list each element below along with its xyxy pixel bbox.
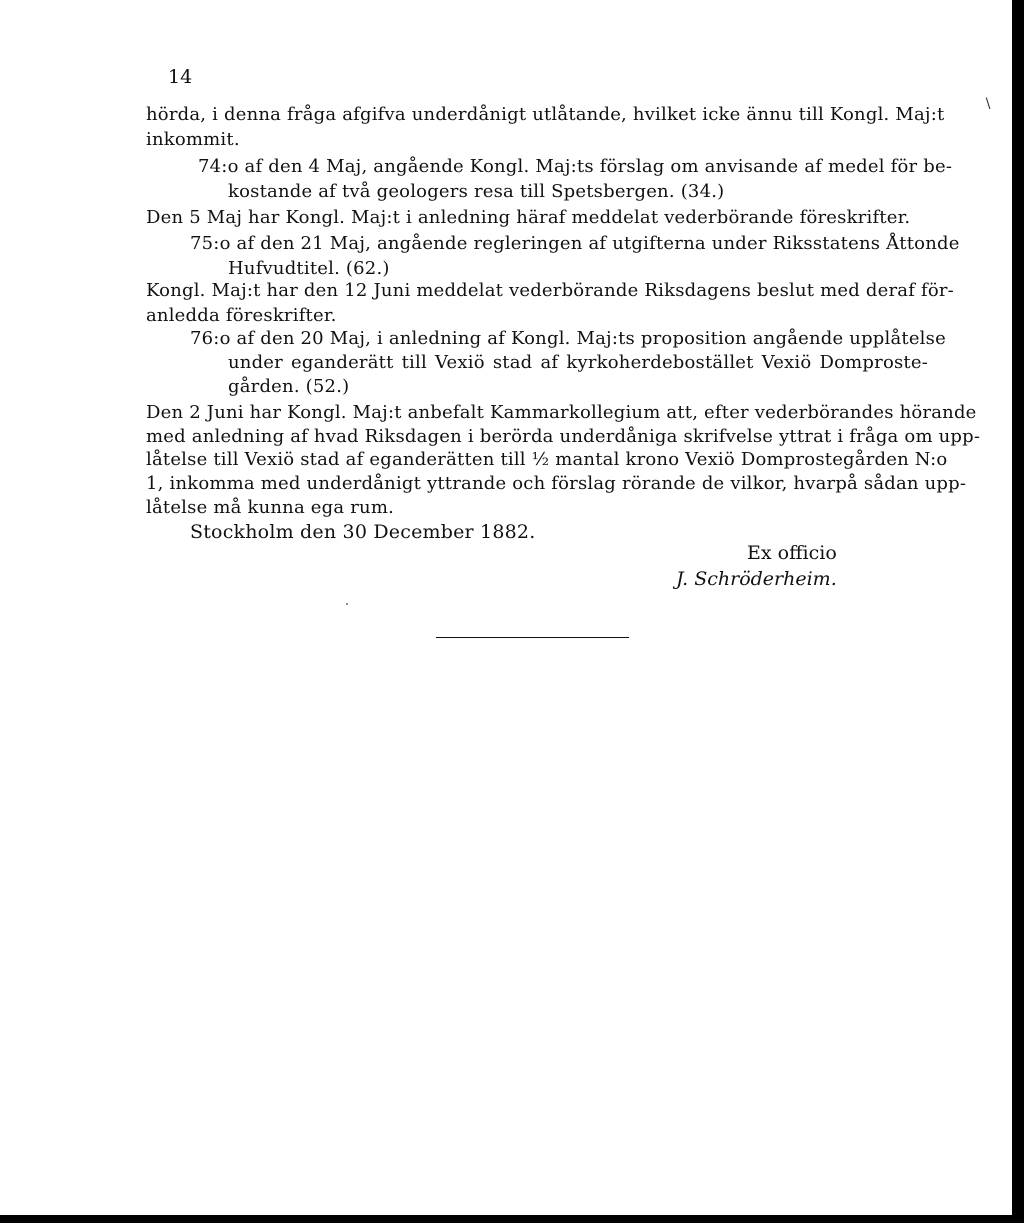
text-line: låtelse må kunna ega rum. [146, 497, 395, 518]
ink-dot [346, 603, 348, 605]
text-line: 76:o af den 20 Maj, i anledning af Kongl. Maj:ts proposition angående upplåtelse [190, 328, 946, 349]
end-rule [436, 637, 629, 638]
signature-name: J. Schröderheim. [676, 568, 837, 590]
text-line: hörda, i denna fråga afgifva underdånigt utlåtande, hvilket icke ännu till Kongl. Maj:t [146, 104, 945, 125]
text-line: kostande af två geologers resa till Spetsbergen. (34.) [228, 181, 725, 202]
text-line: Stockholm den 30 December 1882. [190, 521, 536, 543]
text-line: Hufvudtitel. (62.) [228, 258, 390, 279]
text-line: 75:o af den 21 Maj, angående regleringen af utgifterna under Riksstatens Åttonde [190, 233, 960, 254]
text-line: 74:o af den 4 Maj, angående Kongl. Maj:ts förslag om anvisande af medel för be- [198, 156, 953, 177]
signature-title: Ex officio [747, 542, 837, 564]
text-line: inkommit. [146, 129, 240, 150]
text-line: 1, inkomma med underdånigt yttrande och förslag rörande de vilkor, hvarpå sådan upp- [146, 473, 967, 494]
text-line: anledda föreskrifter. [146, 305, 337, 326]
text-line: Den 2 Juni har Kongl. Maj:t anbefalt Kammarkollegium att, efter vederbörandes hörande [146, 402, 977, 423]
text-line: med anledning af hvad Riksdagen i berörda underdåniga skrifvelse yttrat i fråga om upp- [146, 426, 981, 447]
scan-edge-right [1012, 0, 1024, 1223]
text-line: under eganderätt till Vexiö stad af kyrkoherdebostället Vexiö Domproste- [228, 352, 928, 373]
text-line: låtelse till Vexiö stad af eganderätten till ½ mantal krono Vexiö Domprostegården N:o [146, 449, 948, 470]
stray-mark: ∖ [983, 96, 992, 112]
text-line: Den 5 Maj har Kongl. Maj:t i anledning häraf meddelat vederbörande föreskrifter. [146, 207, 911, 228]
text-line: Kongl. Maj:t har den 12 Juni meddelat vederbörande Riksdagens beslut med deraf för- [146, 280, 954, 301]
page-number: 14 [168, 66, 193, 88]
text-line: gården. (52.) [228, 376, 350, 397]
scan-edge-bottom [0, 1215, 1024, 1223]
